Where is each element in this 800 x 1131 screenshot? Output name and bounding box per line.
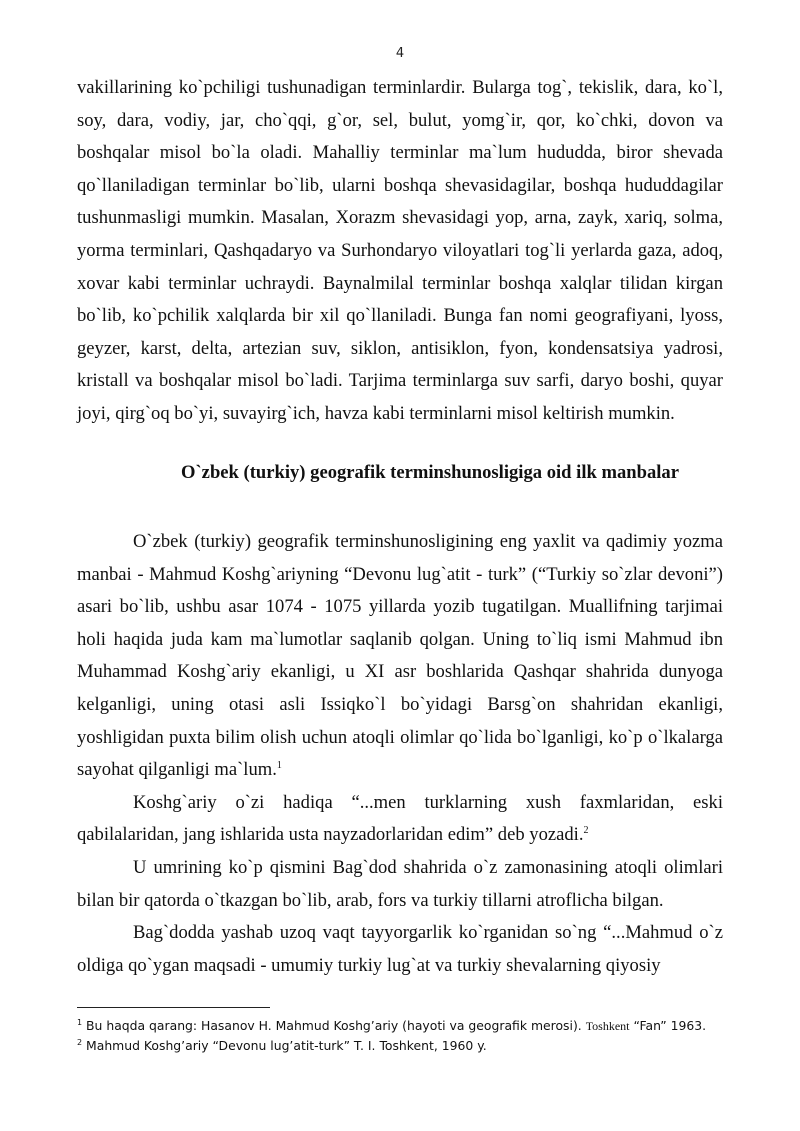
paragraph-4: U umrining ko`p qismini Bag`dod shahrida o`z zamonasining atoqli olimlari bilan bir qatorda o`tkazgan bo`lib, arab, fors va turkiy tillarni atroflicha bilgan. (77, 856, 723, 911)
footnote-1-rest: “Fan” 1963. (633, 1018, 707, 1033)
section-heading: O`zbek (turkiy) geografik terminshunosligiga oid ilk manbalar (181, 462, 679, 483)
footnote-2 (77, 1036, 737, 1055)
paragraph-1: vakillarining ko`pchiligi tushunadigan terminlardir. Bularga tog`, tekislik, dara, ko`l, soy, dara, vodiy, jar, cho`qqi, g`or, sel, bulut, yomg`ir, qor, ko`chki, dovon va boshqalar misol bo`la oladi. Mahalliy terminlar ma`lum hududda, biror shevada qo`llaniladigan terminlar bo`lib, ularni boshqa shevasidagilar, boshqa hududdagilar tushunmasligi mumkin. Masalan, Xorazm shevasidagi yop, arna, zayk, xariq, solma, yorma terminlari, Qashqadaryo va Surhondaryo viloyatlari tog`li yerlarda gaza, adoq, xovar kabi terminlar uchraydi. Baynalmilal terminlar boshqa xalqlar tilidan kirgan bo`lib, ko`pchilik xalqlarda bir xil qo`llaniladi. Bunga fan nomi geografiyani, lyoss, geyzer, karst, delta, artezian suv, siklon, antisiklon, fyon, kondensatsiya yadrosi, kristall va boshqalar misol bo`ladi. Tarjima terminlarga suv sarfi, daryo boshi, quyar joyi, qirg`oq bo`yi, suvayirg`ich, havza kabi terminlarni misol keltirish mumkin. (77, 77, 723, 424)
body-section-2 (77, 526, 723, 982)
paragraph-3 (77, 787, 723, 852)
body-section-1 (77, 72, 723, 431)
footnote-divider (77, 1007, 270, 1008)
footnote-1-text: Bu haqda qarang: Hasanov H. Mahmud Koshg’ariy (hayoti va geografik merosi). (86, 1018, 582, 1033)
footnote-2-text: Mahmud Koshg’ariy “Devonu lug’atit-turk” T. I. Toshkent, 1960 y. (86, 1038, 487, 1053)
paragraph-2 (77, 526, 723, 787)
page-number: 4 (395, 46, 405, 61)
footnote-ref-2[interactable]: 2 (583, 825, 589, 837)
paragraph-5: Bag`dodda yashab uzoq vaqt tayyorgarlik ko`rganidan so`ng “...Mahmud o`z oldiga qo`ygan maqsadi - umumiy turkiy lug`at va turkiy shevalarning qiyosiy (77, 922, 723, 976)
footnote-ref-1[interactable]: 1 (276, 759, 282, 771)
footnotes (77, 1016, 737, 1055)
footnote-1 (77, 1016, 737, 1036)
footnote-mark-1: 1 (77, 1017, 83, 1027)
paragraph-3-text: Koshg`ariy o`zi hadiqa “...men turklarning xush faxmlaridan, eski qabilalaridan, jang ishlarida usta nayzadorlaridan edim” deb yozadi. (77, 791, 723, 846)
footnote-1-city: Toshkent (585, 1019, 630, 1033)
footnote-mark-2: 2 (77, 1037, 83, 1047)
paragraph-2-text: O`zbek (turkiy) geografik terminshunosligining eng yaxlit va qadimiy yozma manbai - Mahmud Koshg`ariyning “Devonu lug`atit - turk” (“Turkiy so`zlar devoni”) asari bo`lib, ushbu asar 1074 - 1075 yillarda yozib tugatilgan. Muallifning tarjimai holi haqida juda kam ma`lumotlar saqlanib qolgan. Uning to`liq ismi Mahmud ibn Muhammad Koshg`ariy ekanligi, u XI asr boshlarida Qashqar shahrida dunyoga kelganligi, uning otasi asli Issiqko`l bo`yidagi Barsg`on shahridan ekanligi, yoshligidan puxta bilim olish uchun atoqli olimlar qo`lida bo`lganligi, ko`p o`lkalarga sayohat qilganligi ma`lum. (77, 531, 723, 781)
